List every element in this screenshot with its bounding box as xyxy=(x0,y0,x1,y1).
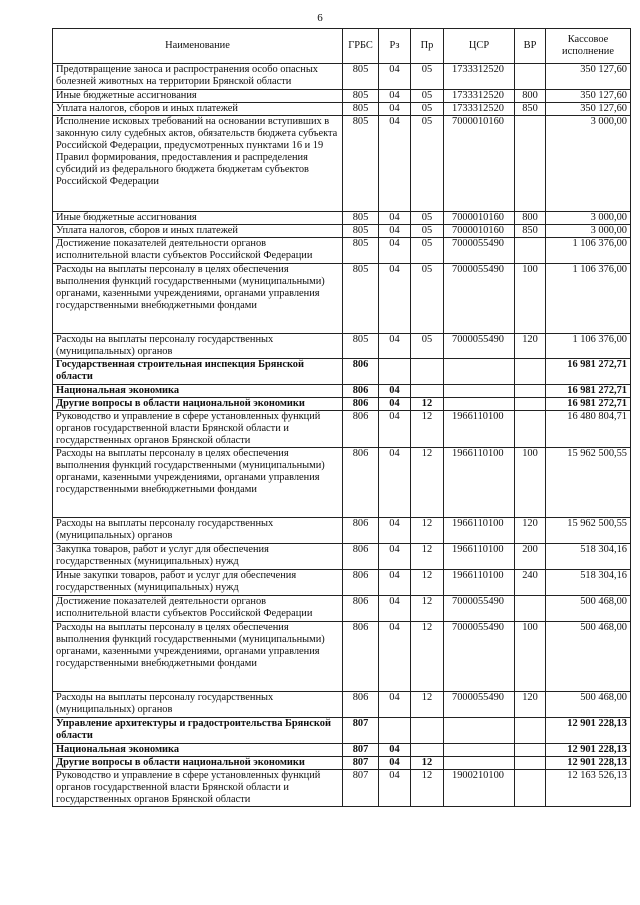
table-row xyxy=(53,64,631,90)
cell-csr: 7000010160 xyxy=(444,212,515,225)
cell-vr: 200 xyxy=(515,544,546,570)
cell-grbs: 805 xyxy=(343,212,379,225)
cell-grbs: 806 xyxy=(343,385,379,398)
header-amount: Кассовое исполнение xyxy=(546,29,631,64)
cell-rz: 04 xyxy=(379,64,411,90)
cell-csr: 1900210100 xyxy=(444,770,515,807)
cell-grbs: 806 xyxy=(343,518,379,544)
cell-amount: 500 468,00 xyxy=(546,622,631,692)
cell-grbs: 806 xyxy=(343,544,379,570)
cell-grbs: 805 xyxy=(343,116,379,212)
table-row xyxy=(53,770,631,807)
cell-pr: 05 xyxy=(411,103,444,116)
cell-csr xyxy=(444,744,515,757)
table-row xyxy=(53,103,631,116)
cell-name: Другие вопросы в области национальной экономики xyxy=(53,757,343,770)
cell-vr xyxy=(515,116,546,212)
cell-rz: 04 xyxy=(379,518,411,544)
table-row xyxy=(53,544,631,570)
cell-rz: 04 xyxy=(379,570,411,596)
cell-vr: 240 xyxy=(515,570,546,596)
cell-amount: 350 127,60 xyxy=(546,90,631,103)
cell-grbs: 806 xyxy=(343,411,379,448)
cell-rz: 04 xyxy=(379,596,411,622)
cell-csr xyxy=(444,359,515,385)
table-row xyxy=(53,448,631,518)
cell-pr: 12 xyxy=(411,596,444,622)
cell-vr: 120 xyxy=(515,334,546,359)
cell-grbs: 806 xyxy=(343,692,379,718)
cell-vr xyxy=(515,64,546,90)
cell-csr xyxy=(444,398,515,411)
table-row xyxy=(53,518,631,544)
cell-csr: 1966110100 xyxy=(444,544,515,570)
cell-rz: 04 xyxy=(379,116,411,212)
cell-name: Уплата налогов, сборов и иных платежей xyxy=(53,225,343,238)
cell-amount: 350 127,60 xyxy=(546,103,631,116)
cell-pr xyxy=(411,718,444,744)
header-name: Наименование xyxy=(53,29,343,64)
header-rz: Рз xyxy=(379,29,411,64)
table-row xyxy=(53,692,631,718)
cell-grbs: 807 xyxy=(343,770,379,807)
cell-name: Руководство и управление в сфере установленных функций органов государственной власти Брянской области и государственных органов Брянской области xyxy=(53,411,343,448)
cell-name: Иные бюджетные ассигнования xyxy=(53,212,343,225)
cell-csr: 1733312520 xyxy=(444,103,515,116)
cell-csr: 1733312520 xyxy=(444,64,515,90)
cell-csr: 7000010160 xyxy=(444,116,515,212)
cell-grbs: 807 xyxy=(343,744,379,757)
cell-pr: 12 xyxy=(411,448,444,518)
cell-pr: 05 xyxy=(411,264,444,334)
cell-rz: 04 xyxy=(379,385,411,398)
cell-vr xyxy=(515,757,546,770)
cell-vr xyxy=(515,398,546,411)
cell-pr: 05 xyxy=(411,64,444,90)
cell-vr: 850 xyxy=(515,103,546,116)
cell-amount: 16 981 272,71 xyxy=(546,359,631,385)
cell-name: Национальная экономика xyxy=(53,744,343,757)
cell-pr: 05 xyxy=(411,212,444,225)
cell-rz: 04 xyxy=(379,90,411,103)
cell-pr: 12 xyxy=(411,411,444,448)
cell-amount: 1 106 376,00 xyxy=(546,264,631,334)
table-row xyxy=(53,116,631,212)
header-vr: ВР xyxy=(515,29,546,64)
cell-grbs: 806 xyxy=(343,622,379,692)
cell-grbs: 805 xyxy=(343,225,379,238)
cell-amount: 350 127,60 xyxy=(546,64,631,90)
table-body xyxy=(53,64,631,807)
cell-grbs: 806 xyxy=(343,398,379,411)
cell-vr: 800 xyxy=(515,90,546,103)
cell-csr: 7000055490 xyxy=(444,334,515,359)
cell-csr: 7000055490 xyxy=(444,692,515,718)
budget-table xyxy=(52,28,631,807)
cell-pr: 12 xyxy=(411,692,444,718)
table-row xyxy=(53,596,631,622)
cell-rz: 04 xyxy=(379,334,411,359)
cell-csr: 1966110100 xyxy=(444,518,515,544)
table-row xyxy=(53,570,631,596)
table-row xyxy=(53,238,631,264)
cell-name: Расходы на выплаты персоналу государственных (муниципальных) органов xyxy=(53,518,343,544)
cell-vr xyxy=(515,718,546,744)
header-grbs: ГРБС xyxy=(343,29,379,64)
cell-vr xyxy=(515,770,546,807)
cell-amount: 3 000,00 xyxy=(546,225,631,238)
cell-amount: 12 901 228,13 xyxy=(546,757,631,770)
table-header-row xyxy=(53,29,631,64)
cell-csr: 7000055490 xyxy=(444,264,515,334)
cell-name: Другие вопросы в области национальной экономики xyxy=(53,398,343,411)
table-row xyxy=(53,385,631,398)
cell-csr: 1733312520 xyxy=(444,90,515,103)
cell-name: Иные закупки товаров, работ и услуг для обеспечения государственных (муниципальных) нужд xyxy=(53,570,343,596)
cell-rz: 04 xyxy=(379,103,411,116)
cell-vr: 100 xyxy=(515,448,546,518)
cell-csr xyxy=(444,385,515,398)
table-row xyxy=(53,398,631,411)
cell-csr: 7000055490 xyxy=(444,596,515,622)
table-row xyxy=(53,718,631,744)
cell-pr: 05 xyxy=(411,238,444,264)
cell-csr xyxy=(444,757,515,770)
cell-amount: 12 163 526,13 xyxy=(546,770,631,807)
cell-pr: 05 xyxy=(411,225,444,238)
cell-vr xyxy=(515,596,546,622)
cell-rz: 04 xyxy=(379,622,411,692)
cell-vr: 100 xyxy=(515,622,546,692)
cell-grbs: 805 xyxy=(343,64,379,90)
cell-amount: 500 468,00 xyxy=(546,596,631,622)
cell-amount: 518 304,16 xyxy=(546,570,631,596)
cell-vr: 850 xyxy=(515,225,546,238)
cell-name: Руководство и управление в сфере установленных функций органов государственной власти Брянской области и государственных органов Брянской области xyxy=(53,770,343,807)
cell-vr xyxy=(515,359,546,385)
cell-csr: 1966110100 xyxy=(444,411,515,448)
cell-grbs: 806 xyxy=(343,359,379,385)
cell-grbs: 806 xyxy=(343,570,379,596)
cell-amount: 3 000,00 xyxy=(546,116,631,212)
cell-name: Расходы на выплаты персоналу в целях обеспечения выполнения функций государственными (муниципальными) органами, казенными учреждениями, органами управления государственными внебюджетными фондами xyxy=(53,448,343,518)
cell-vr xyxy=(515,385,546,398)
cell-rz: 04 xyxy=(379,225,411,238)
cell-pr: 12 xyxy=(411,770,444,807)
cell-grbs: 807 xyxy=(343,757,379,770)
cell-name: Национальная экономика xyxy=(53,385,343,398)
cell-pr: 12 xyxy=(411,622,444,692)
cell-pr: 05 xyxy=(411,116,444,212)
cell-grbs: 805 xyxy=(343,103,379,116)
cell-rz: 04 xyxy=(379,411,411,448)
cell-csr: 7000055490 xyxy=(444,622,515,692)
cell-vr: 120 xyxy=(515,518,546,544)
table-row xyxy=(53,744,631,757)
cell-amount: 500 468,00 xyxy=(546,692,631,718)
cell-pr: 12 xyxy=(411,518,444,544)
page-number: 6 xyxy=(317,12,323,24)
cell-amount: 15 962 500,55 xyxy=(546,448,631,518)
cell-vr: 100 xyxy=(515,264,546,334)
cell-pr xyxy=(411,744,444,757)
cell-pr xyxy=(411,359,444,385)
cell-rz: 04 xyxy=(379,692,411,718)
cell-amount: 518 304,16 xyxy=(546,544,631,570)
cell-name: Предотвращение заноса и распространения особо опасных болезней животных на территории Брянской области xyxy=(53,64,343,90)
cell-name: Расходы на выплаты персоналу в целях обеспечения выполнения функций государственными (муниципальными) органами, казенными учреждениями, органами управления государственными внебюджетными фондами xyxy=(53,264,343,334)
cell-amount: 16 981 272,71 xyxy=(546,398,631,411)
cell-pr: 12 xyxy=(411,757,444,770)
cell-grbs: 807 xyxy=(343,718,379,744)
cell-name: Достижение показателей деятельности органов исполнительной власти субъектов Российской Федерации xyxy=(53,238,343,264)
cell-amount: 12 901 228,13 xyxy=(546,744,631,757)
cell-csr: 1966110100 xyxy=(444,570,515,596)
cell-vr xyxy=(515,238,546,264)
table-row xyxy=(53,411,631,448)
cell-csr: 7000010160 xyxy=(444,225,515,238)
cell-rz: 04 xyxy=(379,757,411,770)
cell-name: Расходы на выплаты персоналу государственных (муниципальных) органов xyxy=(53,692,343,718)
cell-name: Расходы на выплаты персоналу государственных (муниципальных) органов xyxy=(53,334,343,359)
cell-grbs: 806 xyxy=(343,596,379,622)
cell-vr: 120 xyxy=(515,692,546,718)
cell-grbs: 805 xyxy=(343,334,379,359)
cell-csr: 1966110100 xyxy=(444,448,515,518)
cell-rz: 04 xyxy=(379,212,411,225)
cell-csr: 7000055490 xyxy=(444,238,515,264)
cell-pr: 12 xyxy=(411,398,444,411)
cell-rz: 04 xyxy=(379,264,411,334)
cell-name: Исполнение исковых требований на основании вступивших в законную силу судебных актов, обязательств бюджета субъекта Российской Федерации, предусмотренных пунктами 16 и 19 Правил формирования, предоставления и распределения субсидий из федерального бюджета бюджетам субъектов Российской Федерации xyxy=(53,116,343,212)
table-row xyxy=(53,264,631,334)
cell-rz xyxy=(379,359,411,385)
cell-grbs: 805 xyxy=(343,238,379,264)
cell-rz: 04 xyxy=(379,770,411,807)
cell-pr: 12 xyxy=(411,570,444,596)
cell-amount: 3 000,00 xyxy=(546,212,631,225)
cell-name: Государственная строительная инспекция Брянской области xyxy=(53,359,343,385)
cell-rz: 04 xyxy=(379,744,411,757)
cell-amount: 16 480 804,71 xyxy=(546,411,631,448)
cell-vr xyxy=(515,744,546,757)
cell-vr xyxy=(515,411,546,448)
cell-amount: 12 901 228,13 xyxy=(546,718,631,744)
cell-csr xyxy=(444,718,515,744)
cell-rz xyxy=(379,718,411,744)
cell-grbs: 806 xyxy=(343,448,379,518)
cell-pr: 05 xyxy=(411,90,444,103)
cell-rz: 04 xyxy=(379,448,411,518)
cell-rz: 04 xyxy=(379,398,411,411)
table-row xyxy=(53,757,631,770)
cell-amount: 1 106 376,00 xyxy=(546,238,631,264)
cell-grbs: 805 xyxy=(343,90,379,103)
table-row xyxy=(53,212,631,225)
cell-name: Достижение показателей деятельности органов исполнительной власти субъектов Российской Федерации xyxy=(53,596,343,622)
cell-name: Расходы на выплаты персоналу в целях обеспечения выполнения функций государственными (муниципальными) органами, казенными учреждениями, органами управления государственными внебюджетными фондами xyxy=(53,622,343,692)
table-row xyxy=(53,622,631,692)
header-csr: ЦСР xyxy=(444,29,515,64)
cell-name: Закупка товаров, работ и услуг для обеспечения государственных (муниципальных) нужд xyxy=(53,544,343,570)
cell-rz: 04 xyxy=(379,238,411,264)
table-row xyxy=(53,359,631,385)
cell-name: Управление архитектуры и градостроительства Брянской области xyxy=(53,718,343,744)
cell-grbs: 805 xyxy=(343,264,379,334)
cell-vr: 800 xyxy=(515,212,546,225)
table-row xyxy=(53,90,631,103)
cell-amount: 16 981 272,71 xyxy=(546,385,631,398)
cell-name: Иные бюджетные ассигнования xyxy=(53,90,343,103)
cell-amount: 15 962 500,55 xyxy=(546,518,631,544)
cell-pr: 12 xyxy=(411,544,444,570)
cell-pr: 05 xyxy=(411,334,444,359)
header-pr: Пр xyxy=(411,29,444,64)
table-row xyxy=(53,225,631,238)
cell-rz: 04 xyxy=(379,544,411,570)
cell-pr xyxy=(411,385,444,398)
table-row xyxy=(53,334,631,359)
cell-name: Уплата налогов, сборов и иных платежей xyxy=(53,103,343,116)
cell-amount: 1 106 376,00 xyxy=(546,334,631,359)
